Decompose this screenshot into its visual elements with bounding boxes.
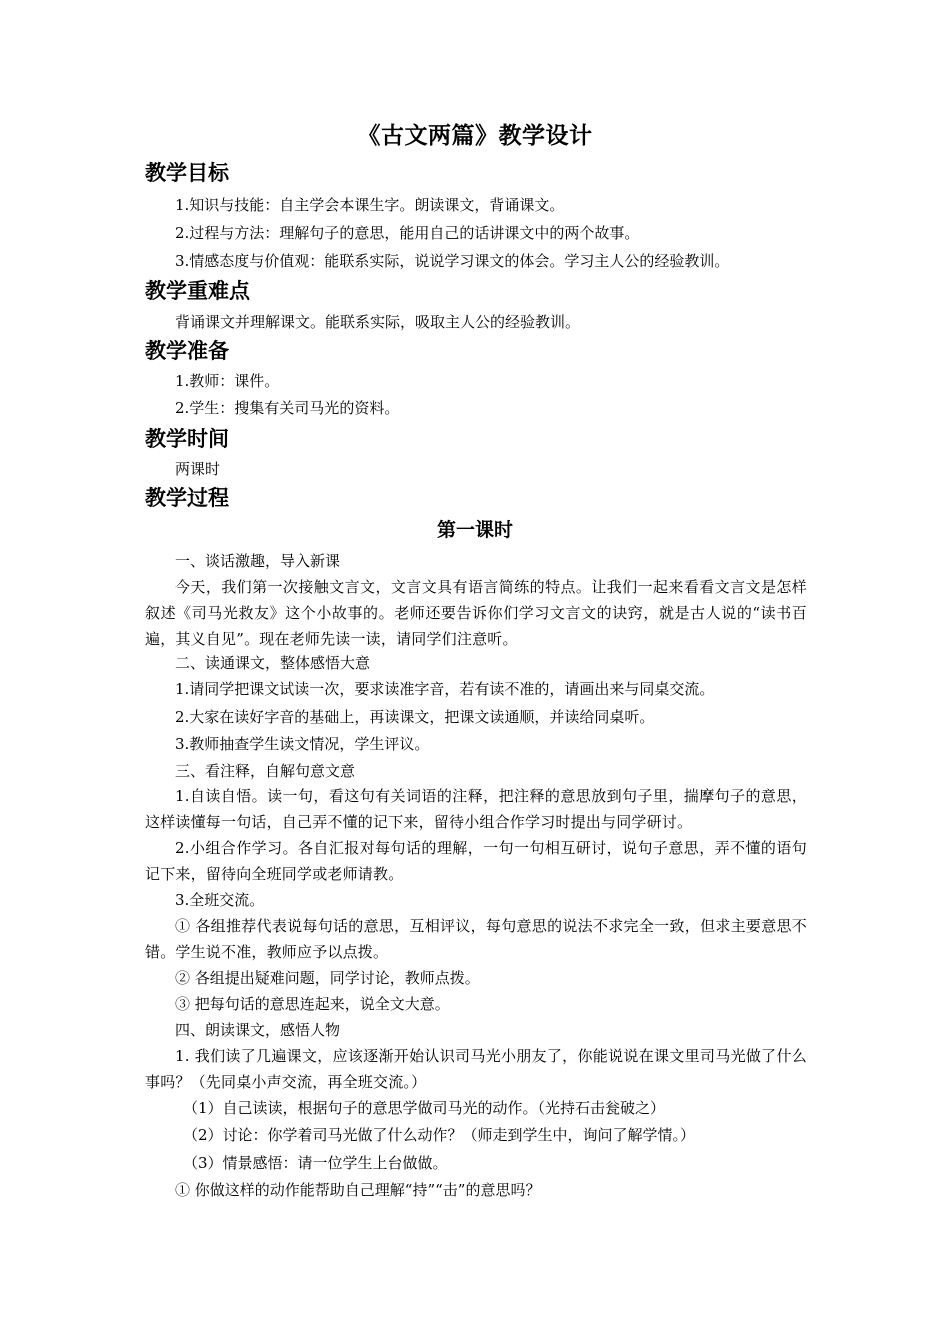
heading-preparation: 教学准备 bbox=[145, 338, 229, 363]
process-step-heading: 三、看注释，自解句意文意 bbox=[175, 762, 356, 780]
objective-item-1: 1.知识与技能：自主学会本课生字。朗读课文，背诵课文。 bbox=[175, 196, 565, 214]
process-paragraph: 1.自读自悟。读一句，看这句有关词语的注释，把注释的意思放到句子里，揣摩句子的意思，这样读懂每一句话，自己弄不懂的记下来，留待小组合作学习时提出与同学研讨。 bbox=[145, 787, 807, 831]
process-paragraph: 2.大家在读好字音的基础上，再读课文，把课文读通顺，并读给同桌听。 bbox=[175, 708, 655, 726]
process-step-heading: 四、朗读课文，感悟人物 bbox=[175, 1021, 341, 1039]
process-paragraph: ③ 把每句话的意思连起来，说全文大意。 bbox=[175, 995, 450, 1013]
preparation-item-1: 1.教师：课件。 bbox=[175, 372, 280, 390]
heading-time: 教学时间 bbox=[145, 426, 229, 451]
heading-objectives: 教学目标 bbox=[145, 160, 229, 185]
process-paragraph: 1. 我们读了几遍课文，应该逐渐开始认识司马光小朋友了，你能说说在课文里司马光做了什么事吗？（先同桌小声交流，再全班交流。） bbox=[145, 1047, 807, 1091]
document-title: 《古文两篇》教学设计 bbox=[357, 122, 593, 149]
process-paragraph: ② 各组提出疑难问题，同学讨论，教师点拨。 bbox=[175, 969, 480, 987]
objective-item-2: 2.过程与方法：理解句子的意思，能用自己的话讲课文中的两个故事。 bbox=[175, 224, 640, 242]
process-paragraph: （1）自己读读，根据句子的意思学做司马光的动作。（光持石击瓮破之） bbox=[183, 1099, 666, 1117]
process-paragraph: ① 各组推荐代表说每句话的意思，互相评议，每句意思的说法不求完全一致，但求主要意思不错。学生说不准，教师应予以点拨。 bbox=[145, 917, 807, 961]
process-paragraph: 3.教师抽查学生读文情况，学生评议。 bbox=[175, 735, 430, 753]
process-paragraph: ① 你做这样的动作能帮助自己理解“持”“击”的意思吗？ bbox=[175, 1181, 541, 1199]
preparation-item-2: 2.学生：搜集有关司马光的资料。 bbox=[175, 399, 400, 417]
heading-process: 教学过程 bbox=[145, 485, 229, 510]
heading-key-points: 教学重难点 bbox=[145, 278, 250, 303]
process-paragraph: 3.全班交流。 bbox=[175, 891, 265, 909]
process-paragraph: 1.请同学把课文试读一次，要求读准字音，若有读不准的，请画出来与同桌交流。 bbox=[175, 680, 715, 698]
time-text: 两课时 bbox=[175, 460, 221, 478]
process-paragraph: 今天，我们第一次接触文言文，文言文具有语言简练的特点。让我们一起来看看文言文是怎样叙述《司马光救友》这个小故事的。老师还要告诉你们学习文言文的诀窍，就是古人说的“读书百遍，其义自见”。现在老师先读一读，请同学们注意听。 bbox=[145, 578, 807, 648]
objective-item-3: 3.情感态度与价值观：能联系实际，说说学习课文的体会。学习主人公的经验教训。 bbox=[175, 252, 730, 270]
process-step-heading: 二、读通课文，整体感悟大意 bbox=[175, 654, 371, 672]
process-paragraph: （3）情景感悟：请一位学生上台做做。 bbox=[183, 1154, 448, 1172]
key-points-text: 背诵课文并理解课文。能联系实际，吸取主人公的经验教训。 bbox=[175, 313, 581, 331]
process-paragraph: 2.小组合作学习。各自汇报对每句话的理解，一句一句相互研讨，说句子意思，弄不懂的语句记下来，留待向全班同学或老师请教。 bbox=[145, 839, 807, 883]
process-step-heading: 一、谈话激趣，导入新课 bbox=[175, 552, 341, 570]
process-paragraph: （2）讨论：你学着司马光做了什么动作？（师走到学生中，询问了解学情。） bbox=[183, 1126, 696, 1144]
lesson-title: 第一课时 bbox=[436, 519, 513, 541]
